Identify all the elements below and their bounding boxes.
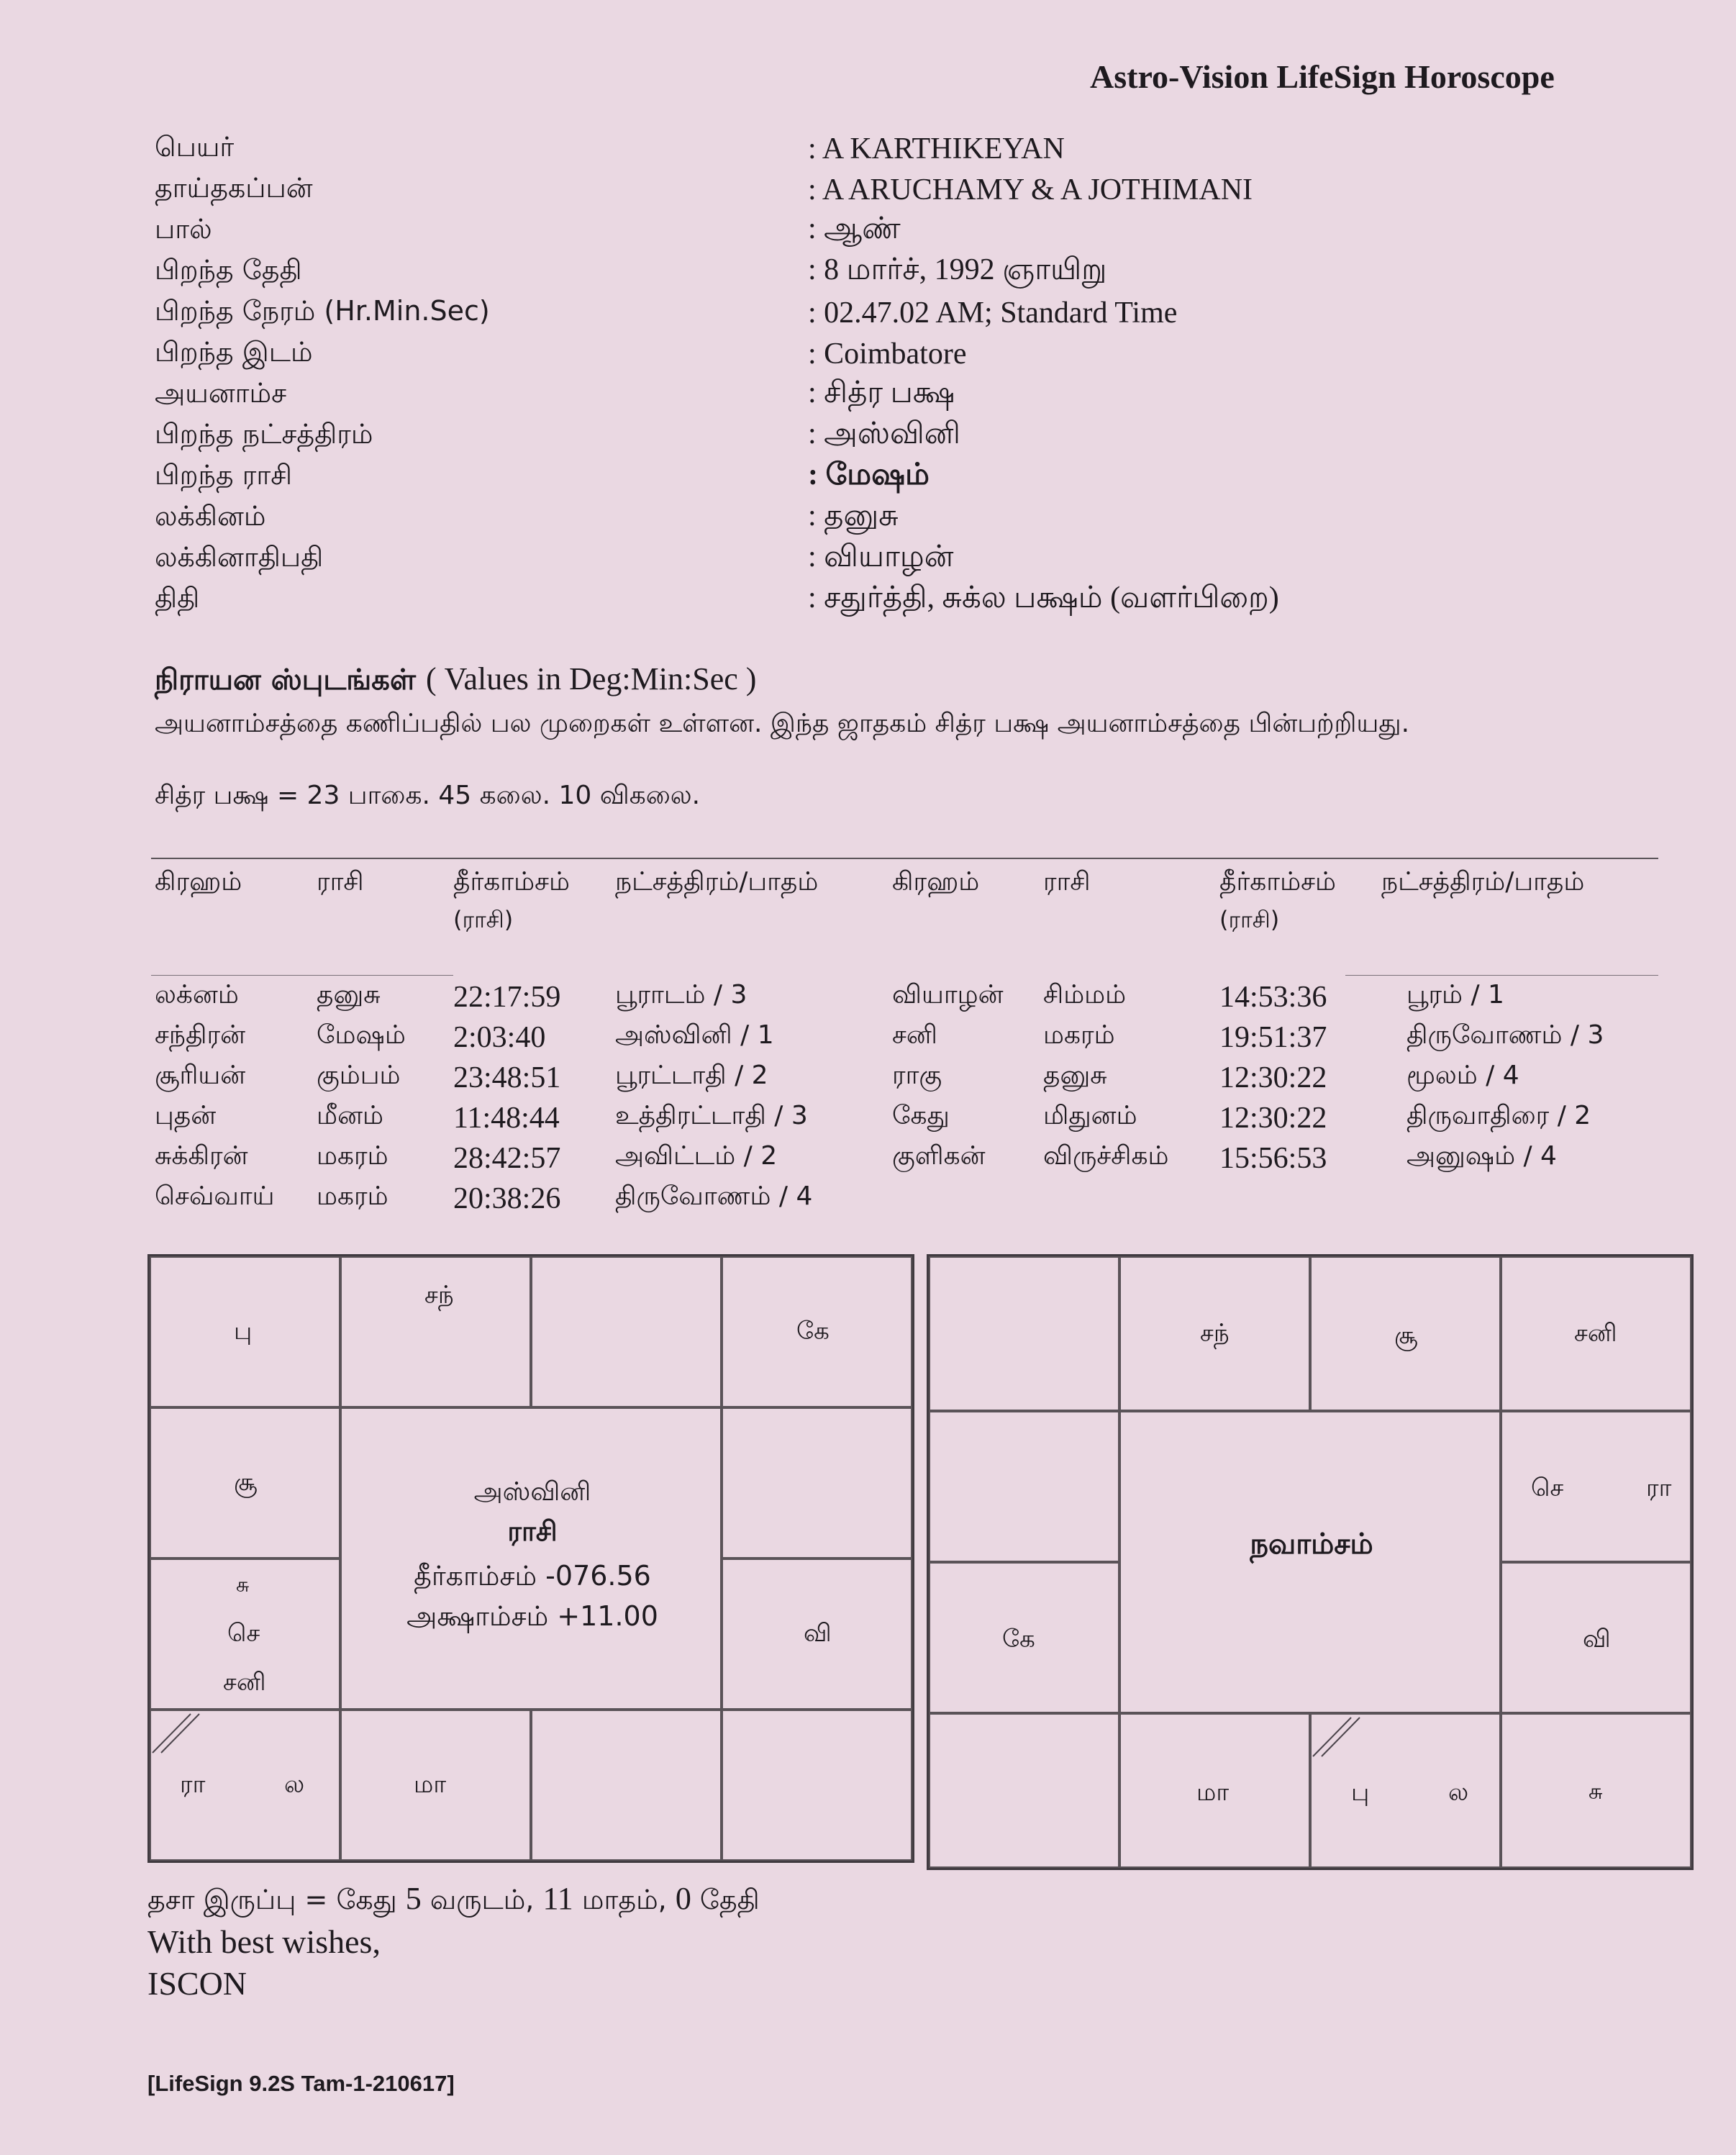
detail-row <box>155 169 1522 210</box>
rasi-house-pisces <box>150 1256 340 1407</box>
cell-long: 22:17:59 <box>453 981 561 1014</box>
detail-value: : மேஷம் <box>808 458 930 491</box>
th-nak: நட்சத்திரம்/பாதம் <box>615 867 819 897</box>
rasi-house-aquarius <box>150 1407 340 1559</box>
th-long: தீர்காம்சம் <box>453 867 570 897</box>
house-planets: சு <box>1589 1779 1603 1805</box>
dasa-years: 5 <box>405 1881 422 1916</box>
table-sub-rule <box>151 975 453 976</box>
cell-long: 19:51:37 <box>1219 1021 1327 1054</box>
detail-value: : 8 மார்ச், 1992 ஞாயிறு <box>808 253 1107 286</box>
detail-label: அயனாம்ச <box>155 376 287 409</box>
cell-long: 11:48:44 <box>453 1102 560 1135</box>
cell-nak: மூலம் / 4 <box>1406 1061 1519 1090</box>
dasa-text: தேதி <box>691 1884 760 1915</box>
navamsa-house-capricorn <box>929 1562 1119 1713</box>
cell-long: 20:38:26 <box>453 1182 561 1215</box>
th-planet-2: கிரஹம் <box>892 867 980 897</box>
cell-planet: சனி <box>892 1020 937 1050</box>
cell-nak: திருவோணம் / 3 <box>1406 1020 1604 1050</box>
detail-label: பால் <box>155 212 212 245</box>
lagna-mark-icon <box>1312 1715 1362 1758</box>
th-planet: கிரஹம் <box>155 867 242 897</box>
navamsa-house-leo <box>1501 1562 1691 1713</box>
navamsa-center <box>1119 1411 1501 1713</box>
cell-rasi: மகரம் <box>317 1181 388 1211</box>
navamsa-house-sagittarius <box>1310 1713 1501 1868</box>
dasa-text: வருடம், <box>421 1884 543 1915</box>
rasi-house-taurus <box>531 1256 722 1407</box>
cell-planet: கேது <box>892 1101 950 1130</box>
detail-value: : Coimbatore <box>808 337 967 371</box>
detail-value: : A ARUCHAMY & A JOTHIMANI <box>808 173 1253 207</box>
cell-planet: செவ்வாய் <box>155 1181 275 1211</box>
rasi-house-libra <box>531 1710 722 1861</box>
wishes <box>147 1921 381 2005</box>
cell-planet: வியாழன் <box>892 980 1004 1010</box>
cell-nak: உத்திரட்டாதி / 3 <box>615 1101 808 1130</box>
detail-row <box>155 210 1522 251</box>
cell-long: 2:03:40 <box>453 1021 546 1054</box>
detail-row <box>155 579 1522 620</box>
software-code: [LifeSign 9.2S Tam-1-210617] <box>147 2071 455 2096</box>
cell-planet: சுக்கிரன் <box>155 1141 248 1171</box>
house-planets: சூ <box>1394 1321 1418 1350</box>
detail-label: தாய்தகப்பன் <box>155 171 313 204</box>
rasi-house-gemini <box>722 1256 912 1407</box>
cell-planet: ராகு <box>892 1061 942 1090</box>
house-planets: கே <box>1002 1625 1035 1653</box>
house-planets: வி <box>804 1619 832 1648</box>
cell-nak: அவிட்டம் / 2 <box>615 1141 778 1171</box>
house-planets: செ <box>1531 1474 1564 1502</box>
cell-rasi: மேஷம் <box>317 1020 406 1050</box>
rasi-center-title: ராசி <box>507 1515 558 1547</box>
rasi-house-capricorn <box>150 1559 340 1710</box>
detail-row <box>155 251 1522 292</box>
detail-label: பிறந்த நேரம் (Hr.Min.Sec) <box>155 294 490 327</box>
navamsa-house-aries <box>1119 1256 1310 1411</box>
cell-nak: திருவாதிரை / 2 <box>1406 1101 1591 1130</box>
th-long-sub-2: (ராசி) <box>1219 906 1280 933</box>
house-planets: சனி <box>223 1668 266 1697</box>
detail-label: பிறந்த இடம் <box>155 335 313 368</box>
cell-rasi: தனுசு <box>1043 1061 1107 1090</box>
cell-nak: பூராடம் / 3 <box>615 980 747 1010</box>
detail-value: : வியாழன் <box>808 540 954 573</box>
detail-row <box>155 456 1522 497</box>
dasa-line <box>147 1880 760 1920</box>
navamsa-house-pisces <box>929 1256 1119 1411</box>
detail-value: : 02.47.02 AM; Standard Time <box>808 296 1178 330</box>
ayanamsa-paragraph: அயனாம்சத்தை கணிப்பதில் பல முறைகள் உள்ளன. இந்த ஜாதகம் சித்ர பக்ஷ அயனாம்சத்தை பின்பற்றியது. <box>155 709 1410 738</box>
house-planets: சூ <box>234 1468 258 1497</box>
house-planets: ல <box>284 1770 305 1799</box>
th-rasi-2: ராசி <box>1043 867 1091 897</box>
rasi-center-star: அஸ்வினி <box>473 1477 591 1507</box>
detail-label: பிறந்த ராசி <box>155 458 292 491</box>
cell-rasi: சிம்மம் <box>1043 980 1127 1010</box>
rasi-house-leo <box>722 1559 912 1710</box>
house-planets: மா <box>1196 1778 1230 1807</box>
house-planets: சந் <box>1200 1319 1230 1348</box>
cell-rasi: மகரம் <box>1043 1020 1115 1050</box>
cell-rasi: கும்பம் <box>317 1061 401 1090</box>
cell-rasi: மகரம் <box>317 1141 388 1171</box>
house-planets: சந் <box>424 1281 454 1310</box>
cell-planet: குளிகன் <box>892 1141 986 1171</box>
detail-value: : தனுசு <box>808 499 899 532</box>
th-rasi: ராசி <box>317 867 364 897</box>
detail-value: : ஆண் <box>808 212 901 245</box>
navamsa-house-libra <box>1501 1713 1691 1868</box>
navamsa-house-scorpio <box>1119 1713 1310 1868</box>
house-planets: பு <box>1351 1778 1370 1807</box>
rasi-house-scorpio <box>340 1710 531 1861</box>
cell-nak: அனுஷம் / 4 <box>1406 1141 1557 1171</box>
th-long-2: தீர்காம்சம் <box>1219 867 1336 897</box>
dasa-days: 0 <box>675 1881 691 1916</box>
wish-sender: ISCON <box>147 1965 247 2002</box>
navamsa-house-libra-empty <box>929 1713 1119 1868</box>
cell-rasi: தனுசு <box>317 980 381 1010</box>
detail-value: : சதுர்த்தி, சுக்ல பக்ஷம் (வளர்பிறை) <box>808 581 1279 614</box>
table-sub-rule <box>1345 975 1658 976</box>
detail-row <box>155 333 1522 374</box>
rasi-house-cancer <box>722 1407 912 1559</box>
cell-nak: திருவோணம் / 4 <box>615 1181 813 1211</box>
house-planets: கே <box>796 1317 830 1346</box>
cell-long: 12:30:22 <box>1219 1102 1327 1135</box>
cell-planet: லக்னம் <box>155 980 239 1010</box>
cell-nak: பூரம் / 1 <box>1406 980 1504 1010</box>
wish-line: With best wishes, <box>147 1923 381 1960</box>
detail-label: பெயர் <box>155 130 235 163</box>
navamsa-house-cancer <box>1501 1411 1691 1562</box>
cell-planet: சந்திரன் <box>155 1020 246 1050</box>
detail-row <box>155 497 1522 538</box>
section-title-en: ( Values in Deg:Min:Sec ) <box>425 661 757 697</box>
house-planets: பு <box>234 1317 253 1346</box>
detail-label: பிறந்த தேதி <box>155 253 302 286</box>
th-long-sub: (ராசி) <box>453 906 514 933</box>
rasi-center <box>340 1407 722 1710</box>
detail-row <box>155 415 1522 456</box>
navamsa-house-gemini <box>1501 1256 1691 1411</box>
cell-planet: புதன் <box>155 1101 217 1130</box>
cell-long: 28:42:57 <box>453 1142 561 1175</box>
rasi-center-lat: அக்ஷாம்சம் +11.00 <box>406 1600 658 1632</box>
rasi-center-long: தீர்காம்சம் -076.56 <box>414 1560 651 1592</box>
table-top-rule <box>151 858 1658 859</box>
rasi-chart <box>147 1254 914 1863</box>
rasi-house-sagittarius <box>150 1710 340 1861</box>
house-planets: ல <box>1448 1778 1469 1807</box>
cell-nak: அஸ்வினி / 1 <box>615 1020 774 1050</box>
house-planets: சு <box>236 1573 250 1597</box>
cell-long: 12:30:22 <box>1219 1061 1327 1094</box>
brand-title: Astro-Vision LifeSign Horoscope <box>1090 58 1555 95</box>
detail-row <box>155 538 1522 579</box>
navamsa-center-title: நவாம்சம் <box>1250 1528 1373 1561</box>
detail-row <box>155 374 1522 415</box>
navamsa-chart <box>927 1254 1694 1870</box>
detail-label: பிறந்த நட்சத்திரம் <box>155 417 373 450</box>
house-planets: சனி <box>1574 1319 1617 1348</box>
detail-value: : சித்ர பக்ஷ <box>808 376 955 409</box>
chitra-line: சித்ர பக்ஷ = 23 பாகை. 45 கலை. 10 விகலை. <box>155 781 701 810</box>
dasa-text: மாதம், <box>573 1884 676 1915</box>
cell-long: 15:56:53 <box>1219 1142 1327 1175</box>
cell-long: 14:53:36 <box>1219 981 1327 1014</box>
rasi-house-aries <box>340 1256 531 1407</box>
dasa-text: தசா இருப்பு = கேது <box>147 1884 406 1915</box>
rasi-house-virgo <box>722 1710 912 1861</box>
table-header <box>155 862 1665 948</box>
section-title <box>155 661 756 700</box>
th-nak-2: நட்சத்திரம்/பாதம் <box>1381 867 1585 897</box>
navamsa-house-aquarius <box>929 1411 1119 1562</box>
detail-row <box>155 128 1522 169</box>
detail-label: லக்கினம் <box>155 499 266 532</box>
cell-planet: சூரியன் <box>155 1061 246 1090</box>
cell-rasi: மிதுனம் <box>1043 1101 1137 1130</box>
house-planets: ரா <box>1646 1474 1672 1502</box>
detail-row <box>155 292 1522 333</box>
cell-nak: பூரட்டாதி / 2 <box>615 1061 768 1090</box>
detail-value: : A KARTHIKEYAN <box>808 132 1065 165</box>
house-planets: வி <box>1583 1625 1611 1653</box>
dasa-months: 11 <box>542 1881 573 1916</box>
cell-long: 23:48:51 <box>453 1061 561 1094</box>
navamsa-house-taurus <box>1310 1256 1501 1411</box>
house-planets: செ <box>227 1619 260 1648</box>
house-planets: ரா <box>180 1770 206 1799</box>
cell-rasi: மீனம் <box>317 1101 383 1130</box>
detail-value: : அஸ்வினி <box>808 417 960 450</box>
details-list <box>155 128 1522 620</box>
lagna-mark-icon <box>151 1711 201 1754</box>
cell-rasi: விருச்சிகம் <box>1043 1141 1169 1171</box>
section-title-ta: நிராயன ஸ்புடங்கள் <box>155 663 416 697</box>
detail-label: லக்கினாதிபதி <box>155 540 324 573</box>
detail-label: திதி <box>155 581 200 614</box>
house-planets: மா <box>414 1770 447 1799</box>
